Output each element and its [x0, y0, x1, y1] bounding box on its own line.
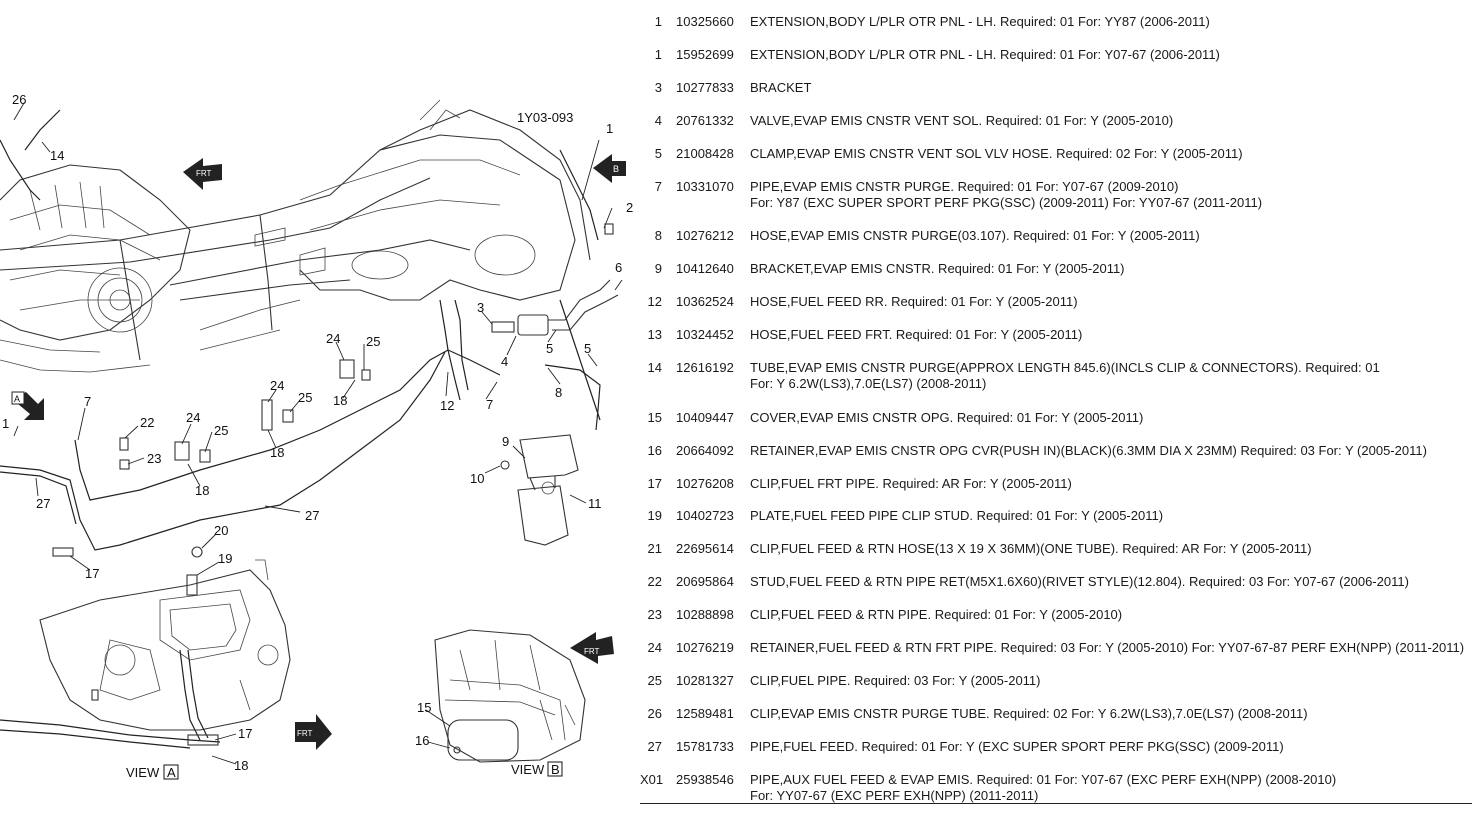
callout-22: 22 — [140, 415, 155, 430]
part-description-continued: For: Y 6.2W(LS3),7.0E(LS7) (2008-2011) — [750, 376, 987, 391]
part-description: CLIP,EVAP EMIS CNSTR PURGE TUBE. Required: 02 For: Y 6.2W(LS3),7.0E(LS7) (2008-2011) — [750, 706, 1308, 721]
part-number: 21008428 — [676, 146, 734, 161]
part-description: BRACKET — [750, 80, 812, 95]
vehicle-frame-illustration — [0, 100, 590, 360]
callout-10: 10 — [470, 471, 485, 486]
callout-18: 18 — [195, 483, 210, 498]
callout-12: 12 — [440, 398, 455, 413]
svg-text:FRT: FRT — [196, 169, 212, 178]
callout-14: 14 — [50, 148, 65, 163]
ref-number: 14 — [647, 360, 662, 375]
part-description: CLIP,FUEL PIPE. Required: 03 For: Y (2005-2011) — [750, 673, 1041, 688]
part-description: EXTENSION,BODY L/PLR OTR PNL - LH. Required: 01 For: YY87 (2006-2011) — [750, 14, 1210, 29]
view-b-label: VIEW — [511, 762, 545, 777]
bottom-divider — [640, 803, 1472, 804]
callout-17: 17 — [238, 726, 253, 741]
ref-number: 13 — [647, 327, 662, 342]
front-arrow-icon — [183, 158, 222, 190]
callout-3: 3 — [477, 300, 485, 315]
part-description: BRACKET,EVAP EMIS CNSTR. Required: 01 For: Y (2005-2011) — [750, 261, 1125, 276]
callout-16: 16 — [415, 733, 430, 748]
part-description: HOSE,FUEL FEED RR. Required: 01 For: Y (2005-2011) — [750, 294, 1078, 309]
front-arrow-icon — [295, 714, 332, 750]
callout-23: 23 — [147, 451, 162, 466]
svg-text:B: B — [613, 164, 620, 174]
part-description: CLIP,FUEL FRT PIPE. Required: AR For: Y (2005-2011) — [750, 476, 1072, 491]
part-description: PIPE,AUX FUEL FEED & EVAP EMIS. Required: 01 For: Y07-67 (EXC PERF EXH(NPP) (2008-2010) — [750, 772, 1337, 787]
ref-number: 26 — [647, 706, 662, 721]
view-a-arrow-icon — [12, 392, 44, 420]
part-number: 25938546 — [676, 772, 734, 787]
callout-20: 20 — [214, 523, 229, 538]
parts-list — [640, 0, 1472, 815]
callout-17: 17 — [85, 566, 100, 581]
part-number: 10402723 — [676, 508, 734, 523]
svg-text:A: A — [14, 394, 21, 404]
part-description: RETAINER,EVAP EMIS CNSTR OPG CVR(PUSH IN)(BLACK)(6.3MM DIA X 23MM) Required: 03 For: Y (2005-2011) — [750, 443, 1427, 458]
ref-number: 19 — [647, 508, 662, 523]
view-a-letter: A — [167, 765, 176, 780]
part-description: HOSE,EVAP EMIS CNSTR PURGE(03.107). Required: 01 For: Y (2005-2011) — [750, 228, 1200, 243]
ref-number: 16 — [647, 443, 662, 458]
part-number: 10362524 — [676, 294, 734, 309]
part-number: 12589481 — [676, 706, 734, 721]
part-number: 10281327 — [676, 673, 734, 688]
ref-number: 7 — [654, 179, 662, 194]
part-description: COVER,EVAP EMIS CNSTR OPG. Required: 01 For: Y (2005-2011) — [750, 410, 1144, 425]
evap-canister — [518, 435, 578, 545]
callout-6: 6 — [615, 260, 623, 275]
view-a-label: VIEW — [126, 765, 160, 780]
part-number: 20761332 — [676, 113, 734, 128]
callout-25: 25 — [298, 390, 313, 405]
part-description-continued: For: YY07-67 (EXC PERF EXH(NPP) (2011-2011) — [750, 788, 1039, 803]
part-number: 22695614 — [676, 541, 734, 556]
ref-number: 15 — [647, 410, 662, 425]
ref-number: 1 — [654, 47, 662, 62]
callout-24: 24 — [270, 378, 285, 393]
view-b-detail — [435, 630, 585, 762]
callout-2: 2 — [626, 200, 634, 215]
part-number: 15952699 — [676, 47, 734, 62]
callout-18: 18 — [333, 393, 348, 408]
part-description: EXTENSION,BODY L/PLR OTR PNL - LH. Required: 01 For: Y07-67 (2006-2011) — [750, 47, 1220, 62]
part-description: PLATE,FUEL FEED PIPE CLIP STUD. Required: 01 For: Y (2005-2011) — [750, 508, 1164, 523]
ref-number: 9 — [654, 261, 662, 276]
part-number: 10325660 — [676, 14, 734, 29]
svg-text:FRT: FRT — [584, 647, 600, 656]
part-description-continued: For: Y87 (EXC SUPER SPORT PERF PKG(SSC) (2009-2011) For: YY07-67 (2011-2011) — [750, 195, 1263, 210]
part-number: 10276219 — [676, 640, 734, 655]
part-description: PIPE,EVAP EMIS CNSTR PURGE. Required: 01 For: Y07-67 (2009-2010) — [750, 179, 1179, 194]
part-description: CLAMP,EVAP EMIS CNSTR VENT SOL VLV HOSE. Required: 02 For: Y (2005-2011) — [750, 146, 1243, 161]
callout-24: 24 — [326, 331, 341, 346]
view-a-detail — [0, 560, 290, 748]
ref-number: 22 — [647, 574, 662, 589]
part-number: 15781733 — [676, 739, 734, 754]
callout-7: 7 — [486, 397, 494, 412]
ref-number: 4 — [654, 113, 662, 128]
ref-number: 24 — [647, 640, 662, 655]
callout-26: 26 — [12, 92, 27, 107]
ref-number: 25 — [647, 673, 662, 688]
part-description: VALVE,EVAP EMIS CNSTR VENT SOL. Required: 01 For: Y (2005-2010) — [750, 113, 1174, 128]
part-description: STUD,FUEL FEED & RTN PIPE RET(M5X1.6X60)(RIVET STYLE)(12.804). Required: 03 For: Y07-67 (2006-2011) — [750, 574, 1409, 589]
part-number: 10324452 — [676, 327, 734, 342]
part-description: PIPE,FUEL FEED. Required: 01 For: Y (EXC SUPER SPORT PERF PKG(SSC) (2009-2011) — [750, 739, 1284, 754]
part-description: HOSE,FUEL FEED FRT. Required: 01 For: Y (2005-2011) — [750, 327, 1083, 342]
ref-number: 17 — [647, 476, 662, 491]
part-description: RETAINER,FUEL FEED & RTN FRT PIPE. Required: 03 For: Y (2005-2010) For: YY07-67-87 PERF EXH(NPP) (2011-2011) — [750, 640, 1465, 655]
callout-24: 24 — [186, 410, 201, 425]
callout-11: 11 — [588, 496, 602, 511]
part-description: CLIP,FUEL FEED & RTN PIPE. Required: 01 For: Y (2005-2010) — [750, 607, 1123, 622]
callout-25: 25 — [366, 334, 381, 349]
front-arrow-icon — [570, 632, 614, 664]
ref-number: 27 — [647, 739, 662, 754]
ref-number: 5 — [654, 146, 662, 161]
part-number: 10412640 — [676, 261, 734, 276]
callout-7: 7 — [84, 394, 92, 409]
fuel-feed-pipe — [0, 110, 600, 550]
callout-5: 5 — [546, 341, 554, 356]
callout-4: 4 — [501, 354, 509, 369]
callout-1: 1 — [606, 121, 614, 136]
part-number: 10276208 — [676, 476, 734, 491]
ref-number: 1 — [654, 14, 662, 29]
part-number: 10409447 — [676, 410, 734, 425]
part-number: 12616192 — [676, 360, 734, 375]
svg-text:FRT: FRT — [297, 729, 313, 738]
part-number: 10288898 — [676, 607, 734, 622]
view-b-letter: B — [551, 762, 560, 777]
ref-number: 12 — [647, 294, 662, 309]
vent-solenoid-valve — [492, 280, 618, 335]
exploded-parts-diagram — [0, 0, 640, 815]
callout-18: 18 — [234, 758, 249, 773]
callout-25: 25 — [214, 423, 229, 438]
view-b-arrow-icon — [593, 154, 626, 183]
callout-18: 18 — [270, 445, 285, 460]
part-number: 10276212 — [676, 228, 734, 243]
ref-number: 8 — [654, 228, 662, 243]
part-number: 10331070 — [676, 179, 734, 194]
ref-number: X01 — [640, 772, 664, 787]
callout-1: 1 — [2, 416, 10, 431]
part-number: 10277833 — [676, 80, 734, 95]
callout-27: 27 — [36, 496, 51, 511]
ref-number: 3 — [654, 80, 662, 95]
callout-5: 5 — [584, 341, 592, 356]
part-number: 20664092 — [676, 443, 734, 458]
ref-number: 21 — [647, 541, 662, 556]
part-description: TUBE,EVAP EMIS CNSTR PURGE(APPROX LENGTH 845.6)(INCLS CLIP & CONNECTORS). Required: 01 — [750, 360, 1380, 375]
callout-27: 27 — [305, 508, 320, 523]
part-number: 20695864 — [676, 574, 734, 589]
part-description: CLIP,FUEL FEED & RTN HOSE(13 X 19 X 36MM)(ONE TUBE). Required: AR For: Y (2005-2011) — [750, 541, 1312, 556]
callout-9: 9 — [502, 434, 510, 449]
diagram-code: 1Y03-093 — [517, 110, 574, 125]
callout-15: 15 — [417, 700, 432, 715]
callout-8: 8 — [555, 385, 563, 400]
callout-19: 19 — [218, 551, 233, 566]
ref-number: 23 — [647, 607, 662, 622]
